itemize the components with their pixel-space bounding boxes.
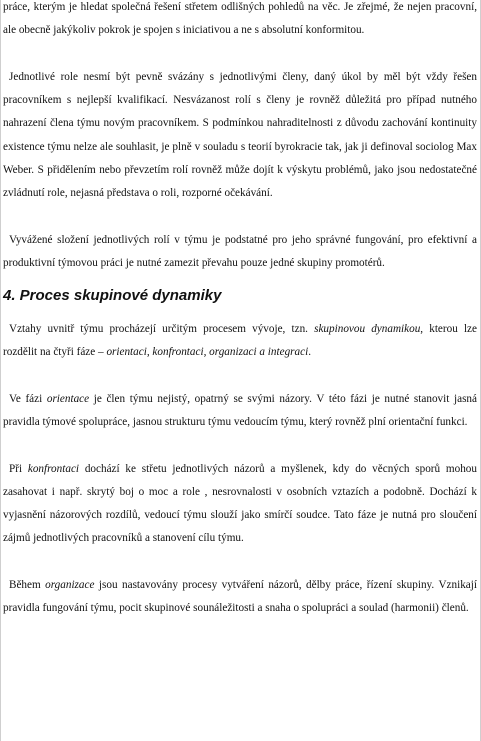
emphasis-text: konfrontaci [27,462,80,475]
paragraph-roles: Jednotlivé role nesmí být pevně svázány s jednotlivými členy, daný úkol by měl být vždy řešen pracovníkem s nejlepší kvalifikací. Nesvázanost rolí s členy je rovněž důležitá pro případ nutného nahrazení člena týmu novým pracovníkem. S podmínkou nahraditelnosti z důvodu zachování kontinuity existence týmu nelze ale souhlasit, je plně v souladu s teorií byrokracie tak, jak ji definoval sociolog Max Weber. S přidělením nebo převzetím rolí rovněž může dojít k výskytu problémů, jako jsou nedostatečné zvládnutí role, nejasná představa o roli, rozporné očekávání. [3,70,477,199]
paragraph-balance: Vyvážené složení jednotlivých rolí v týmu je podstatné pro jeho správné fungování, pro efektivní a produktivní týmovou práci je nutné zamezit převahu pouze jedné skupiny promotérů. [3,233,477,269]
text-run: Vztahy uvnitř týmu procházejí určitým procesem vývoje, tzn. [9,323,315,336]
emphasis-text: orientace [46,392,90,405]
paragraph-dynamics [3,318,477,364]
text-run: . [308,346,311,359]
document-body [3,0,477,621]
text-run: jsou nastavovány procesy vytváření názorů, dělby práce, řízení skupiny. Vznikají pravidla fungování týmu, pocit skupinové sounáležitosti a snaha o spolupráci a soulad (harmonii) členů. [3,579,477,615]
paragraph-orientation [3,388,477,434]
text-run: Při [9,462,28,475]
text-run: Během [9,579,46,592]
emphasis-text: orientaci, konfrontaci, organizaci a integraci [106,346,309,359]
paragraph-gap [3,205,477,229]
paragraph-gap [3,42,477,66]
emphasis-text: organizace [45,579,95,592]
paragraph-gap [3,434,477,458]
text-run: je člen týmu nejistý, opatrný se svými názory. V této fázi je nutné stanovit jasná pravidla týmové spolupráce, jasnou strukturu týmu vedoucím týmu, který rovněž plní orientační funkci. [3,392,477,429]
section-heading: 4. Proces skupinové dynamiky [3,287,222,305]
paragraph-organization [3,574,477,620]
text-run: , kterou lze rozdělit na čtyři fáze – [3,323,477,359]
paragraph-gap [3,551,477,575]
emphasis-text: skupinovou dynamikou [314,323,421,336]
paragraph-gap [3,364,477,388]
paragraph-confrontation [3,458,477,551]
text-run: dochází ke střetu jednotlivých názorů a myšlenek, kdy do věcných sporů mohou zasahovat i např. skrytý boj o moc a role , nesrovnalosti v osobních vztazích a podobně. Dochází k vyjasnění názorových rozdílů, vedoucí týmu slouží jako smírčí soudce. Tato fáze je nutná pro sloučení zájmů jednotlivých pracovníků a stanovení cílu týmu. [3,462,477,545]
text-run: Ve fázi [9,392,47,405]
paragraph-continuation: práce, kterým je hledat společná řešení střetem odlišných pohledů na věc. Je zřejmé, že nejen pracovní, ale obecně jakýkoliv pokrok je spojen s iniciativou a ne s absolutní konformitou. [3,1,477,37]
